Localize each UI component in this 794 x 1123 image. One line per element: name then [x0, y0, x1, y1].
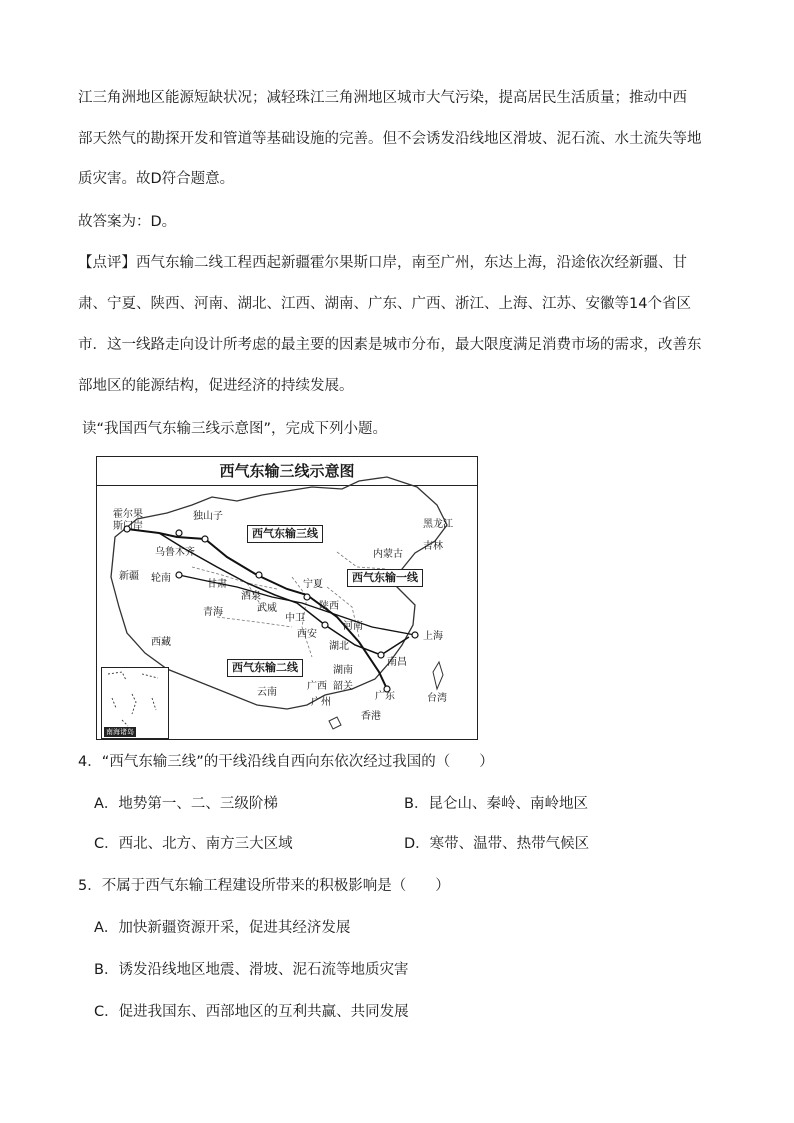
place-label: 湖南 [333, 665, 353, 676]
place-label: 广西 [307, 681, 327, 692]
place-label: 吉林 [423, 541, 443, 552]
place-label: 武威 [257, 603, 277, 614]
place-label: 台湾 [427, 693, 447, 704]
south-sea-inset [101, 667, 169, 739]
comment-line: 部地区的能源结构，促进经济的持续发展。 [78, 378, 354, 394]
question-5-option-c[interactable]: C．促进我国东、西部地区的互利共赢、共同发展 [94, 1004, 409, 1020]
place-label: 西藏 [151, 637, 171, 648]
label-line1: 西气东输一线 [347, 569, 423, 587]
place-label: 云南 [257, 687, 277, 698]
hainan-island [329, 717, 341, 729]
question-4-stem: 4．“西气东输三线”的干线沿线自西向东依次经过我国的（ ） [78, 754, 494, 770]
place-label: 香港 [361, 711, 381, 722]
place-label: 广州 [311, 697, 331, 708]
place-label: 韶关 [333, 681, 353, 692]
place-label: 独山子 [193, 511, 223, 522]
question-5-option-a[interactable]: A．加快新疆资源开采，促进其经济发展 [94, 920, 351, 936]
question-5-stem: 5．不属于西气东输工程建设所带来的积极影响是（ ） [78, 878, 450, 894]
comment-line [78, 251, 726, 275]
question-5-option-b[interactable]: B．诱发沿线地区地震、滑坡、泥石流等地质灾害 [94, 962, 409, 978]
comment-line: 肃、宁夏、陕西、河南、湖北、江西、湖南、广东、广西、浙江、上海、江苏、安徽等14个省区 [78, 296, 691, 312]
city-dot [322, 622, 328, 628]
place-label: 湖北 [329, 641, 349, 652]
place-label: 霍尔果 [113, 509, 143, 520]
question-4-option-d[interactable]: D．寒带、温带、热带气候区 [404, 836, 590, 852]
place-label: 轮南 [151, 573, 171, 584]
place-label: 斯门岸 [113, 521, 143, 532]
place-label: 乌鲁木齐 [155, 547, 195, 558]
place-label: 黑龙江 [423, 519, 453, 530]
city-dot [176, 572, 182, 578]
city-dot [304, 594, 310, 600]
place-label: 宁夏 [303, 579, 323, 590]
comment-text: 西气东输二线工程西起新疆霍尔果斯口岸，南至广州，东达上海，沿途依次经新疆、甘 [136, 255, 687, 271]
comment-line: 市．这一线路走向设计所考虑的最主要的因素是城市分布，最大限度满足消费市场的需求，改善东 [78, 337, 702, 353]
place-label: 酒泉 [241, 591, 261, 602]
pipeline-map [96, 456, 478, 740]
city-dot [176, 530, 182, 536]
read-intro: 读“我国西气东输三线示意图”，完成下列小题。 [82, 421, 388, 437]
inset-outline [108, 672, 158, 726]
city-dot [378, 652, 384, 658]
question-4-option-a[interactable]: A．地势第一、二、三级阶梯 [94, 796, 278, 812]
question-4-option-b[interactable]: B．昆仑山、秦岭、南岭地区 [404, 796, 588, 812]
place-label: 新疆 [119, 571, 139, 582]
label-line2: 西气东输二线 [227, 659, 303, 677]
question-4-option-c[interactable]: C．西北、北方、南方三大区域 [94, 836, 293, 852]
label-line3: 西气东输三线 [247, 525, 323, 543]
city-dot [412, 632, 418, 638]
place-label: 甘肃 [207, 579, 227, 590]
inset-label: 南海诸岛 [106, 728, 134, 736]
paragraph-line: 江三角洲地区能源短缺状况；减轻珠江三角洲地区城市大气污染，提高居民生活质量；推动中西 [78, 90, 687, 106]
pipeline-line2 [159, 533, 409, 655]
city-dot [202, 536, 208, 542]
comment-tag: 【点评】 [78, 255, 136, 271]
place-label: 南昌 [387, 657, 407, 668]
place-label: 内蒙古 [373, 549, 403, 560]
place-label: 陕西 [319, 601, 339, 612]
place-label: 中卫 [285, 613, 305, 624]
paragraph-line: 质灾害。故D符合题意。 [78, 171, 235, 187]
paragraph-line: 部天然气的勘探开发和管道等基础设施的完善。但不会诱发沿线地区滑坡、泥石流、水土流失等地 [78, 131, 702, 147]
place-label: 上海 [423, 631, 443, 642]
city-dot [256, 572, 262, 578]
taiwan-island [433, 662, 443, 689]
place-label: 西安 [297, 629, 317, 640]
map-title: 西气东输三线示意图 [97, 457, 477, 486]
answer-line: 故答案为：D。 [78, 214, 177, 230]
place-label: 河南 [343, 621, 363, 632]
place-label: 广东 [375, 691, 395, 702]
place-label: 青海 [203, 607, 223, 618]
